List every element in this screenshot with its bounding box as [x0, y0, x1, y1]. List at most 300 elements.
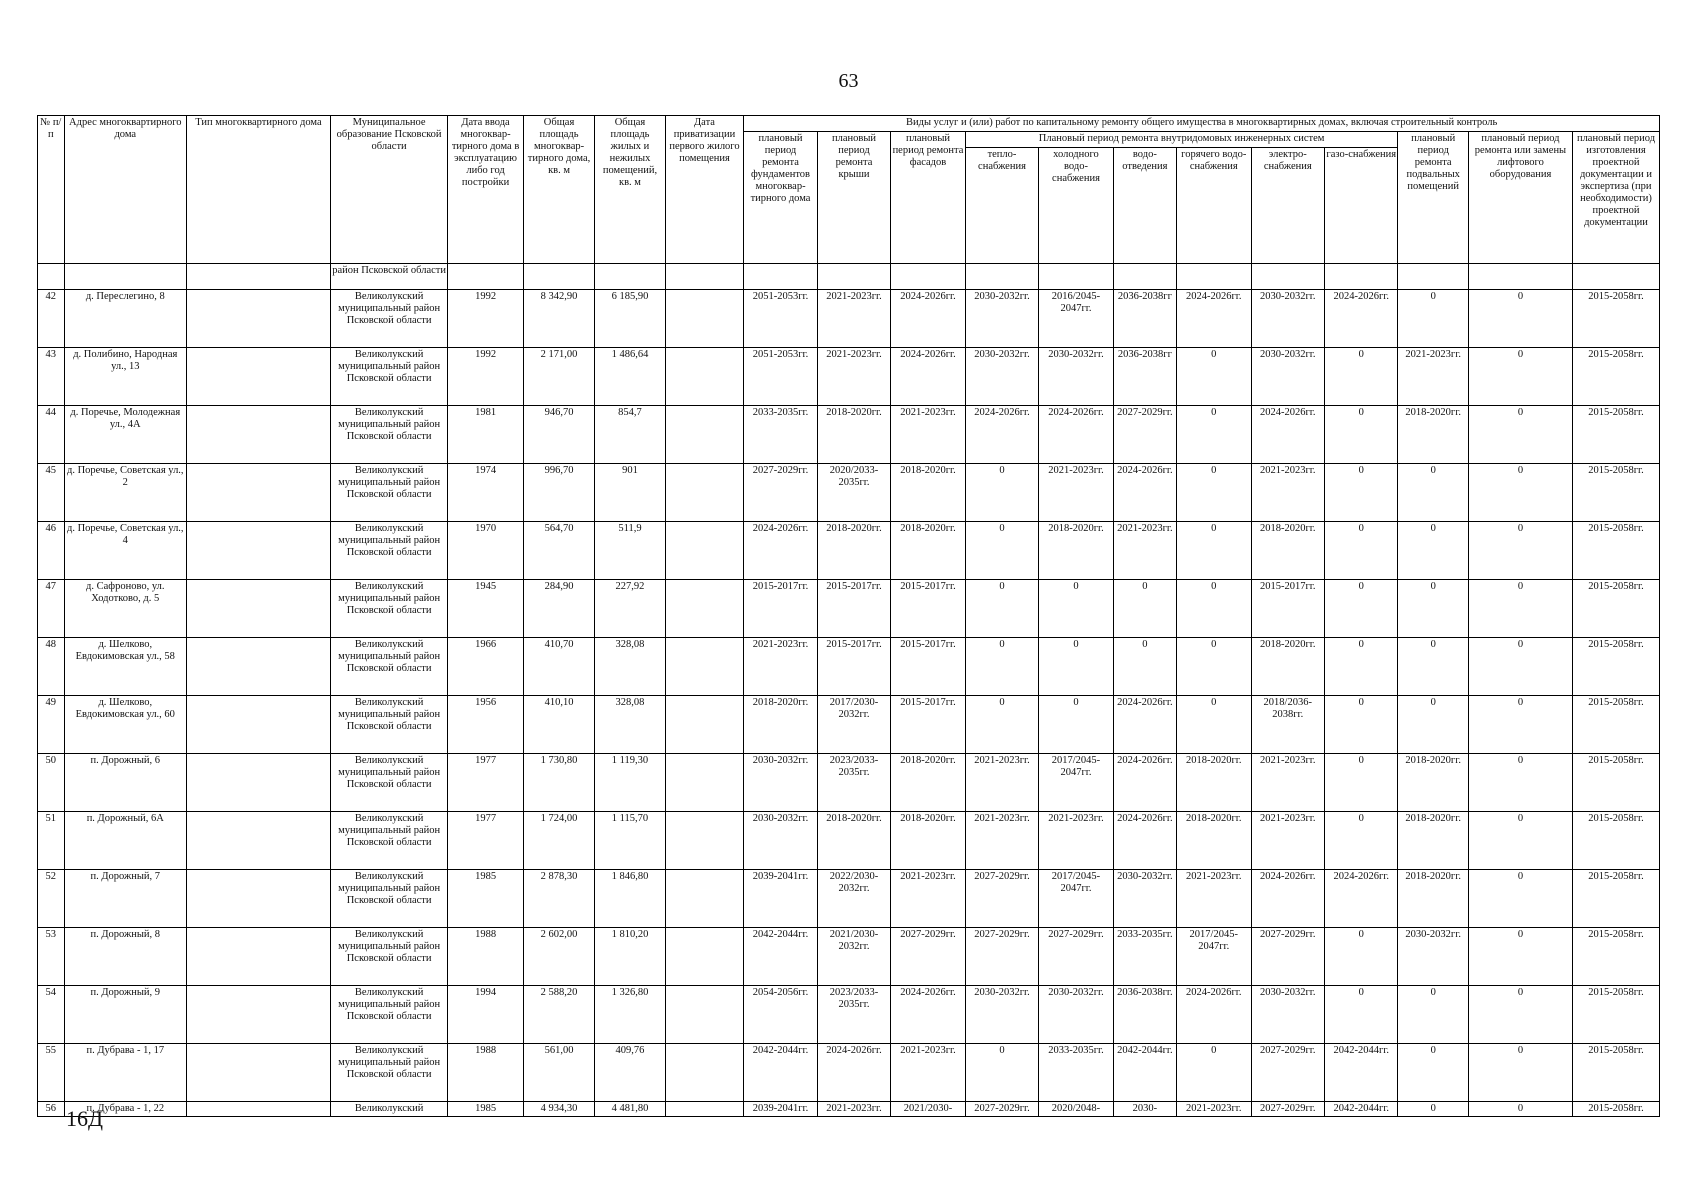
- row-roof: 2015-2017гг.: [817, 580, 890, 638]
- row-type: [187, 1044, 331, 1102]
- row-elevator: 0: [1468, 986, 1572, 1044]
- row-project: 2015-2058гг.: [1573, 348, 1660, 406]
- row-living-area: 1 846,80: [595, 870, 665, 928]
- row-total-area: 410,10: [523, 696, 594, 754]
- row-total-area: 8 342,90: [523, 290, 594, 348]
- header-cold-water: холодного водо-снабжения: [1039, 148, 1114, 264]
- row-hot-water: 0: [1177, 406, 1252, 464]
- row-type: [187, 406, 331, 464]
- row-municipality: Великолукский муниципальный район Псковской области: [330, 638, 447, 696]
- row-facade: 2021-2023гг.: [891, 870, 966, 928]
- row-privatization: [665, 1102, 744, 1117]
- row-foundation: 2030-2032гг.: [744, 754, 817, 812]
- row-year: 1988: [448, 1044, 524, 1102]
- row-cold-water: 0: [1039, 696, 1114, 754]
- row-electric: 2018-2020гг.: [1251, 522, 1324, 580]
- header-project-docs: плановый период изготовления проектной документации и экспертиза (при необходимости) проектной документации: [1573, 132, 1660, 264]
- row-gas: 0: [1325, 812, 1398, 870]
- row-roof: 2018-2020гг.: [817, 522, 890, 580]
- row-privatization: [665, 696, 744, 754]
- row-hot-water: 0: [1177, 580, 1252, 638]
- row-total-area: 1 730,80: [523, 754, 594, 812]
- row-num: 45: [38, 464, 65, 522]
- row-gas: 0: [1325, 522, 1398, 580]
- row-basement: 0: [1398, 638, 1468, 696]
- row-heat: 2027-2029гг.: [965, 928, 1038, 986]
- row-privatization: [665, 464, 744, 522]
- row-total-area: 2 878,30: [523, 870, 594, 928]
- row-living-area: 328,08: [595, 696, 665, 754]
- row-project: 2015-2058гг.: [1573, 812, 1660, 870]
- header-privatization-date: Дата приватизации первого жилого помещения: [665, 116, 744, 264]
- row-elevator: 0: [1468, 290, 1572, 348]
- row-type: [187, 522, 331, 580]
- row-address: п. Дорожный, 8: [64, 928, 186, 986]
- row-total-area: 2 602,00: [523, 928, 594, 986]
- row-num: 53: [38, 928, 65, 986]
- row-num: 54: [38, 986, 65, 1044]
- row-roof: 2021-2023гг.: [817, 348, 890, 406]
- table-row: [38, 522, 1660, 580]
- row-privatization: [665, 812, 744, 870]
- row-cold-water: 2021-2023гг.: [1039, 464, 1114, 522]
- row-hot-water: 2018-2020гг.: [1177, 754, 1252, 812]
- row-foundation: 2039-2041гг.: [744, 870, 817, 928]
- row-drainage: 2024-2026гг.: [1113, 754, 1176, 812]
- row-drainage: 2033-2035гг.: [1113, 928, 1176, 986]
- row-gas: 0: [1325, 348, 1398, 406]
- row-heat: 0: [965, 580, 1038, 638]
- row-type: [187, 812, 331, 870]
- row-gas: 0: [1325, 754, 1398, 812]
- row-electric: 2030-2032гг.: [1251, 290, 1324, 348]
- row-foundation: 2051-2053гг.: [744, 348, 817, 406]
- row-foundation: 2021-2023гг.: [744, 638, 817, 696]
- row-drainage: 2030-2032гг.: [1113, 870, 1176, 928]
- row-privatization: [665, 406, 744, 464]
- row-municipality: Великолукский муниципальный район Псковской области: [330, 406, 447, 464]
- row-cold-water: 0: [1039, 638, 1114, 696]
- row-address: д. Шелково, Евдокимовская ул., 60: [64, 696, 186, 754]
- row-facade: 2018-2020гг.: [891, 812, 966, 870]
- row-living-area: 6 185,90: [595, 290, 665, 348]
- row-year: 1981: [448, 406, 524, 464]
- row-heat: 2024-2026гг.: [965, 406, 1038, 464]
- row-privatization: [665, 928, 744, 986]
- row-total-area: 996,70: [523, 464, 594, 522]
- header-heat: тепло-снабжения: [965, 148, 1038, 264]
- header-facade: плановый период ремонта фасадов: [891, 132, 966, 264]
- row-heat: 2030-2032гг.: [965, 290, 1038, 348]
- row-type: [187, 580, 331, 638]
- row-municipality: Великолукский муниципальный район Псковской области: [330, 580, 447, 638]
- row-foundation: 2051-2053гг.: [744, 290, 817, 348]
- row-privatization: [665, 986, 744, 1044]
- row-municipality: Великолукский муниципальный район Псковской области: [330, 464, 447, 522]
- row-privatization: [665, 1044, 744, 1102]
- row-year: 1992: [448, 348, 524, 406]
- header-address: Адрес многоквартирного дома: [64, 116, 186, 264]
- row-roof: 2024-2026гг.: [817, 1044, 890, 1102]
- row-num: 52: [38, 870, 65, 928]
- row-facade: 2021-2023гг.: [891, 1044, 966, 1102]
- row-address: п. Дубрава - 1, 22: [64, 1102, 186, 1117]
- row-elevator: 0: [1468, 754, 1572, 812]
- header-num: № п/п: [38, 116, 65, 264]
- row-heat: 2027-2029гг.: [965, 1102, 1038, 1117]
- row-facade: 2024-2026гг.: [891, 348, 966, 406]
- row-num: 47: [38, 580, 65, 638]
- table-row: [38, 580, 1660, 638]
- row-drainage: 2036-2038гг: [1113, 348, 1176, 406]
- row-living-area: 1 810,20: [595, 928, 665, 986]
- table-body: [38, 264, 1660, 1117]
- continuation-municipality: район Псковской области: [330, 264, 447, 290]
- row-num: 44: [38, 406, 65, 464]
- row-project: 2015-2058гг.: [1573, 1102, 1660, 1117]
- row-basement: 2018-2020гг.: [1398, 754, 1468, 812]
- row-elevator: 0: [1468, 464, 1572, 522]
- row-heat: 2021-2023гг.: [965, 754, 1038, 812]
- row-project: 2015-2058гг.: [1573, 580, 1660, 638]
- row-gas: 0: [1325, 580, 1398, 638]
- row-electric: 2018/2036-2038гг.: [1251, 696, 1324, 754]
- header-living-area: Общая площадь жилых и нежилых помещений, кв. м: [595, 116, 665, 264]
- row-elevator: 0: [1468, 638, 1572, 696]
- row-living-area: 1 326,80: [595, 986, 665, 1044]
- row-project: 2015-2058гг.: [1573, 406, 1660, 464]
- row-heat: 0: [965, 638, 1038, 696]
- row-roof: 2018-2020гг.: [817, 406, 890, 464]
- row-elevator: 0: [1468, 522, 1572, 580]
- row-heat: 2021-2023гг.: [965, 812, 1038, 870]
- row-facade: 2027-2029гг.: [891, 928, 966, 986]
- row-total-area: 2 588,20: [523, 986, 594, 1044]
- row-living-area: 901: [595, 464, 665, 522]
- row-cold-water: 2018-2020гг.: [1039, 522, 1114, 580]
- row-cold-water: 2030-2032гг.: [1039, 348, 1114, 406]
- header-utilities-group: Плановый период ремонта внутридомовых инженерных систем: [965, 132, 1398, 148]
- row-living-area: 1 115,70: [595, 812, 665, 870]
- capital-repair-table: [37, 115, 1660, 1117]
- header-electric: электро-снабжения: [1251, 148, 1324, 264]
- row-municipality: Великолукский муниципальный район Псковской области: [330, 290, 447, 348]
- document-code: 16Д: [66, 1106, 104, 1131]
- row-elevator: 0: [1468, 928, 1572, 986]
- table-row: [38, 870, 1660, 928]
- row-address: п. Дубрава - 1, 17: [64, 1044, 186, 1102]
- row-gas: 0: [1325, 986, 1398, 1044]
- row-address: д. Полибино, Народная ул., 13: [64, 348, 186, 406]
- row-drainage: 2024-2026гг.: [1113, 812, 1176, 870]
- row-basement: 2018-2020гг.: [1398, 812, 1468, 870]
- row-drainage: 0: [1113, 580, 1176, 638]
- table-row: [38, 406, 1660, 464]
- row-year: 1992: [448, 290, 524, 348]
- row-year: 1985: [448, 1102, 524, 1117]
- row-year: 1994: [448, 986, 524, 1044]
- row-foundation: 2042-2044гг.: [744, 1044, 817, 1102]
- row-type: [187, 696, 331, 754]
- row-electric: 2027-2029гг.: [1251, 928, 1324, 986]
- header-commission-date: Дата ввода многоквар-тирного дома в эксплуатацию либо год постройки: [448, 116, 524, 264]
- table-row: [38, 348, 1660, 406]
- row-gas: 0: [1325, 464, 1398, 522]
- row-gas: 0: [1325, 406, 1398, 464]
- row-address: п. Дорожный, 7: [64, 870, 186, 928]
- row-living-area: 511,9: [595, 522, 665, 580]
- row-gas: 2024-2026гг.: [1325, 870, 1398, 928]
- row-privatization: [665, 754, 744, 812]
- row-electric: 2027-2029гг.: [1251, 1044, 1324, 1102]
- row-privatization: [665, 290, 744, 348]
- row-municipality: Великолукский муниципальный район Псковской области: [330, 696, 447, 754]
- row-hot-water: 0: [1177, 348, 1252, 406]
- table-row: [38, 1102, 1660, 1117]
- row-roof: 2021-2023гг.: [817, 290, 890, 348]
- row-drainage: 2030-: [1113, 1102, 1176, 1117]
- row-roof: 2021-2023гг.: [817, 1102, 890, 1117]
- table-row: [38, 812, 1660, 870]
- row-drainage: 2036-2038гг: [1113, 290, 1176, 348]
- row-cold-water: 2033-2035гг.: [1039, 1044, 1114, 1102]
- row-basement: 0: [1398, 1044, 1468, 1102]
- row-facade: 2021-2023гг.: [891, 406, 966, 464]
- row-hot-water: 0: [1177, 522, 1252, 580]
- row-project: 2015-2058гг.: [1573, 870, 1660, 928]
- row-heat: 2030-2032гг.: [965, 986, 1038, 1044]
- row-privatization: [665, 580, 744, 638]
- row-address: п. Дорожный, 6А: [64, 812, 186, 870]
- row-elevator: 0: [1468, 696, 1572, 754]
- row-gas: 2042-2044гг.: [1325, 1044, 1398, 1102]
- header-elevator: плановый период ремонта или замены лифтового оборудования: [1468, 132, 1572, 264]
- table-row: [38, 290, 1660, 348]
- row-basement: 0: [1398, 464, 1468, 522]
- row-num: 49: [38, 696, 65, 754]
- row-facade: 2015-2017гг.: [891, 638, 966, 696]
- row-basement: 2018-2020гг.: [1398, 406, 1468, 464]
- row-facade: 2024-2026гг.: [891, 290, 966, 348]
- row-gas: 0: [1325, 638, 1398, 696]
- row-cold-water: 2021-2023гг.: [1039, 812, 1114, 870]
- table-row: [38, 754, 1660, 812]
- row-address: д. Сафроново, ул. Ходотково, д. 5: [64, 580, 186, 638]
- header-foundation: плановый период ремонта фундаментов многоквар-тирного дома: [744, 132, 817, 264]
- row-project: 2015-2058гг.: [1573, 928, 1660, 986]
- row-address: д. Поречье, Молодежная ул., 4А: [64, 406, 186, 464]
- row-gas: 0: [1325, 928, 1398, 986]
- row-num: 42: [38, 290, 65, 348]
- row-foundation: 2024-2026гг.: [744, 522, 817, 580]
- row-basement: 2030-2032гг.: [1398, 928, 1468, 986]
- row-foundation: 2015-2017гг.: [744, 580, 817, 638]
- row-basement: 0: [1398, 580, 1468, 638]
- row-address: д. Поречье, Советская ул., 2: [64, 464, 186, 522]
- table-row: [38, 1044, 1660, 1102]
- row-hot-water: 0: [1177, 696, 1252, 754]
- row-project: 2015-2058гг.: [1573, 696, 1660, 754]
- header-drainage: водо-отведения: [1113, 148, 1176, 264]
- row-elevator: 0: [1468, 870, 1572, 928]
- row-electric: 2030-2032гг.: [1251, 348, 1324, 406]
- row-gas: 2024-2026гг.: [1325, 290, 1398, 348]
- row-year: 1977: [448, 754, 524, 812]
- row-municipality: Великолукский муниципальный район Псковской области: [330, 870, 447, 928]
- row-total-area: 946,70: [523, 406, 594, 464]
- row-hot-water: 2024-2026гг.: [1177, 986, 1252, 1044]
- row-electric: 2027-2029гг.: [1251, 1102, 1324, 1117]
- row-drainage: 2021-2023гг.: [1113, 522, 1176, 580]
- row-year: 1956: [448, 696, 524, 754]
- row-municipality: Великолукский муниципальный район Псковской области: [330, 348, 447, 406]
- row-electric: 2024-2026гг.: [1251, 870, 1324, 928]
- header-hot-water: горячего водо-снабжения: [1177, 148, 1252, 264]
- row-num: 55: [38, 1044, 65, 1102]
- row-type: [187, 1102, 331, 1117]
- row-year: 1985: [448, 870, 524, 928]
- row-type: [187, 638, 331, 696]
- row-project: 2015-2058гг.: [1573, 754, 1660, 812]
- table-header: [38, 116, 1660, 264]
- row-year: 1977: [448, 812, 524, 870]
- header-basement: плановый период ремонта подвальных помещений: [1398, 132, 1468, 264]
- row-total-area: 2 171,00: [523, 348, 594, 406]
- row-roof: 2023/2033-2035гг.: [817, 986, 890, 1044]
- row-living-area: 328,08: [595, 638, 665, 696]
- row-project: 2015-2058гг.: [1573, 638, 1660, 696]
- row-drainage: 2036-2038гг.: [1113, 986, 1176, 1044]
- row-foundation: 2027-2029гг.: [744, 464, 817, 522]
- table-row: [38, 986, 1660, 1044]
- row-total-area: 1 724,00: [523, 812, 594, 870]
- row-facade: 2018-2020гг.: [891, 522, 966, 580]
- row-total-area: 410,70: [523, 638, 594, 696]
- row-electric: 2021-2023гг.: [1251, 754, 1324, 812]
- row-gas: 0: [1325, 696, 1398, 754]
- row-living-area: 854,7: [595, 406, 665, 464]
- row-basement: 0: [1398, 290, 1468, 348]
- row-cold-water: 2024-2026гг.: [1039, 406, 1114, 464]
- row-cold-water: 2017/2045-2047гг.: [1039, 870, 1114, 928]
- row-roof: 2021/2030-2032гг.: [817, 928, 890, 986]
- row-elevator: 0: [1468, 1044, 1572, 1102]
- row-project: 2015-2058гг.: [1573, 290, 1660, 348]
- row-hot-water: 2021-2023гг.: [1177, 1102, 1252, 1117]
- row-num: 51: [38, 812, 65, 870]
- row-basement: 0: [1398, 522, 1468, 580]
- row-privatization: [665, 870, 744, 928]
- row-electric: 2018-2020гг.: [1251, 638, 1324, 696]
- header-total-area: Общая площадь многоквар-тирного дома, кв. м: [523, 116, 594, 264]
- row-total-area: 561,00: [523, 1044, 594, 1102]
- row-num: 56: [38, 1102, 65, 1117]
- row-basement: 0: [1398, 986, 1468, 1044]
- row-drainage: 2024-2026гг.: [1113, 464, 1176, 522]
- row-elevator: 0: [1468, 406, 1572, 464]
- row-facade: 2018-2020гг.: [891, 464, 966, 522]
- row-cold-water: 2016/2045-2047гг.: [1039, 290, 1114, 348]
- row-address: д. Поречье, Советская ул., 4: [64, 522, 186, 580]
- table-row: [38, 638, 1660, 696]
- row-roof: 2015-2017гг.: [817, 638, 890, 696]
- row-project: 2015-2058гг.: [1573, 1044, 1660, 1102]
- row-type: [187, 290, 331, 348]
- row-type: [187, 986, 331, 1044]
- row-num: 48: [38, 638, 65, 696]
- row-elevator: 0: [1468, 812, 1572, 870]
- row-living-area: 4 481,80: [595, 1102, 665, 1117]
- row-type: [187, 754, 331, 812]
- row-basement: 0: [1398, 1102, 1468, 1117]
- row-address: п. Дорожный, 6: [64, 754, 186, 812]
- row-hot-water: 2018-2020гг.: [1177, 812, 1252, 870]
- row-drainage: 2027-2029гг.: [1113, 406, 1176, 464]
- row-electric: 2030-2032гг.: [1251, 986, 1324, 1044]
- row-electric: 2021-2023гг.: [1251, 812, 1324, 870]
- row-elevator: 0: [1468, 580, 1572, 638]
- row-living-area: 409,76: [595, 1044, 665, 1102]
- row-facade: 2015-2017гг.: [891, 696, 966, 754]
- row-foundation: 2039-2041гг.: [744, 1102, 817, 1117]
- row-gas: 2042-2044гг.: [1325, 1102, 1398, 1117]
- row-heat: 0: [965, 1044, 1038, 1102]
- table-row: [38, 928, 1660, 986]
- row-privatization: [665, 348, 744, 406]
- row-basement: 2021-2023гг.: [1398, 348, 1468, 406]
- row-hot-water: 2021-2023гг.: [1177, 870, 1252, 928]
- header-municipality: Муниципальное образование Псковской области: [330, 116, 447, 264]
- row-foundation: 2033-2035гг.: [744, 406, 817, 464]
- row-year: 1970: [448, 522, 524, 580]
- row-num: 43: [38, 348, 65, 406]
- row-municipality: Великолукский муниципальный район Псковской области: [330, 986, 447, 1044]
- row-roof: 2022/2030-2032гг.: [817, 870, 890, 928]
- row-hot-water: 0: [1177, 638, 1252, 696]
- row-municipality: Великолукский муниципальный район Псковской области: [330, 522, 447, 580]
- row-facade: 2018-2020гг.: [891, 754, 966, 812]
- row-heat: 2030-2032гг.: [965, 348, 1038, 406]
- row-municipality: Великолукский: [330, 1102, 447, 1117]
- row-foundation: 2054-2056гг.: [744, 986, 817, 1044]
- row-facade: 2015-2017гг.: [891, 580, 966, 638]
- row-type: [187, 870, 331, 928]
- row-foundation: 2042-2044гг.: [744, 928, 817, 986]
- row-electric: 2021-2023гг.: [1251, 464, 1324, 522]
- row-total-area: 4 934,30: [523, 1102, 594, 1117]
- row-roof: 2018-2020гг.: [817, 812, 890, 870]
- row-facade: 2021/2030-: [891, 1102, 966, 1117]
- row-type: [187, 348, 331, 406]
- row-heat: 0: [965, 464, 1038, 522]
- row-privatization: [665, 638, 744, 696]
- row-elevator: 0: [1468, 1102, 1572, 1117]
- row-project: 2015-2058гг.: [1573, 464, 1660, 522]
- row-type: [187, 928, 331, 986]
- row-roof: 2020/2033-2035гг.: [817, 464, 890, 522]
- row-drainage: 0: [1113, 638, 1176, 696]
- row-hot-water: 2024-2026гг.: [1177, 290, 1252, 348]
- continuation-row: [38, 264, 1660, 290]
- row-cold-water: 2020/2048-: [1039, 1102, 1114, 1117]
- table-row: [38, 464, 1660, 522]
- row-electric: 2024-2026гг.: [1251, 406, 1324, 464]
- table-row: [38, 696, 1660, 754]
- row-elevator: 0: [1468, 348, 1572, 406]
- row-municipality: Великолукский муниципальный район Псковской области: [330, 1044, 447, 1102]
- row-heat: 0: [965, 696, 1038, 754]
- row-living-area: 1 119,30: [595, 754, 665, 812]
